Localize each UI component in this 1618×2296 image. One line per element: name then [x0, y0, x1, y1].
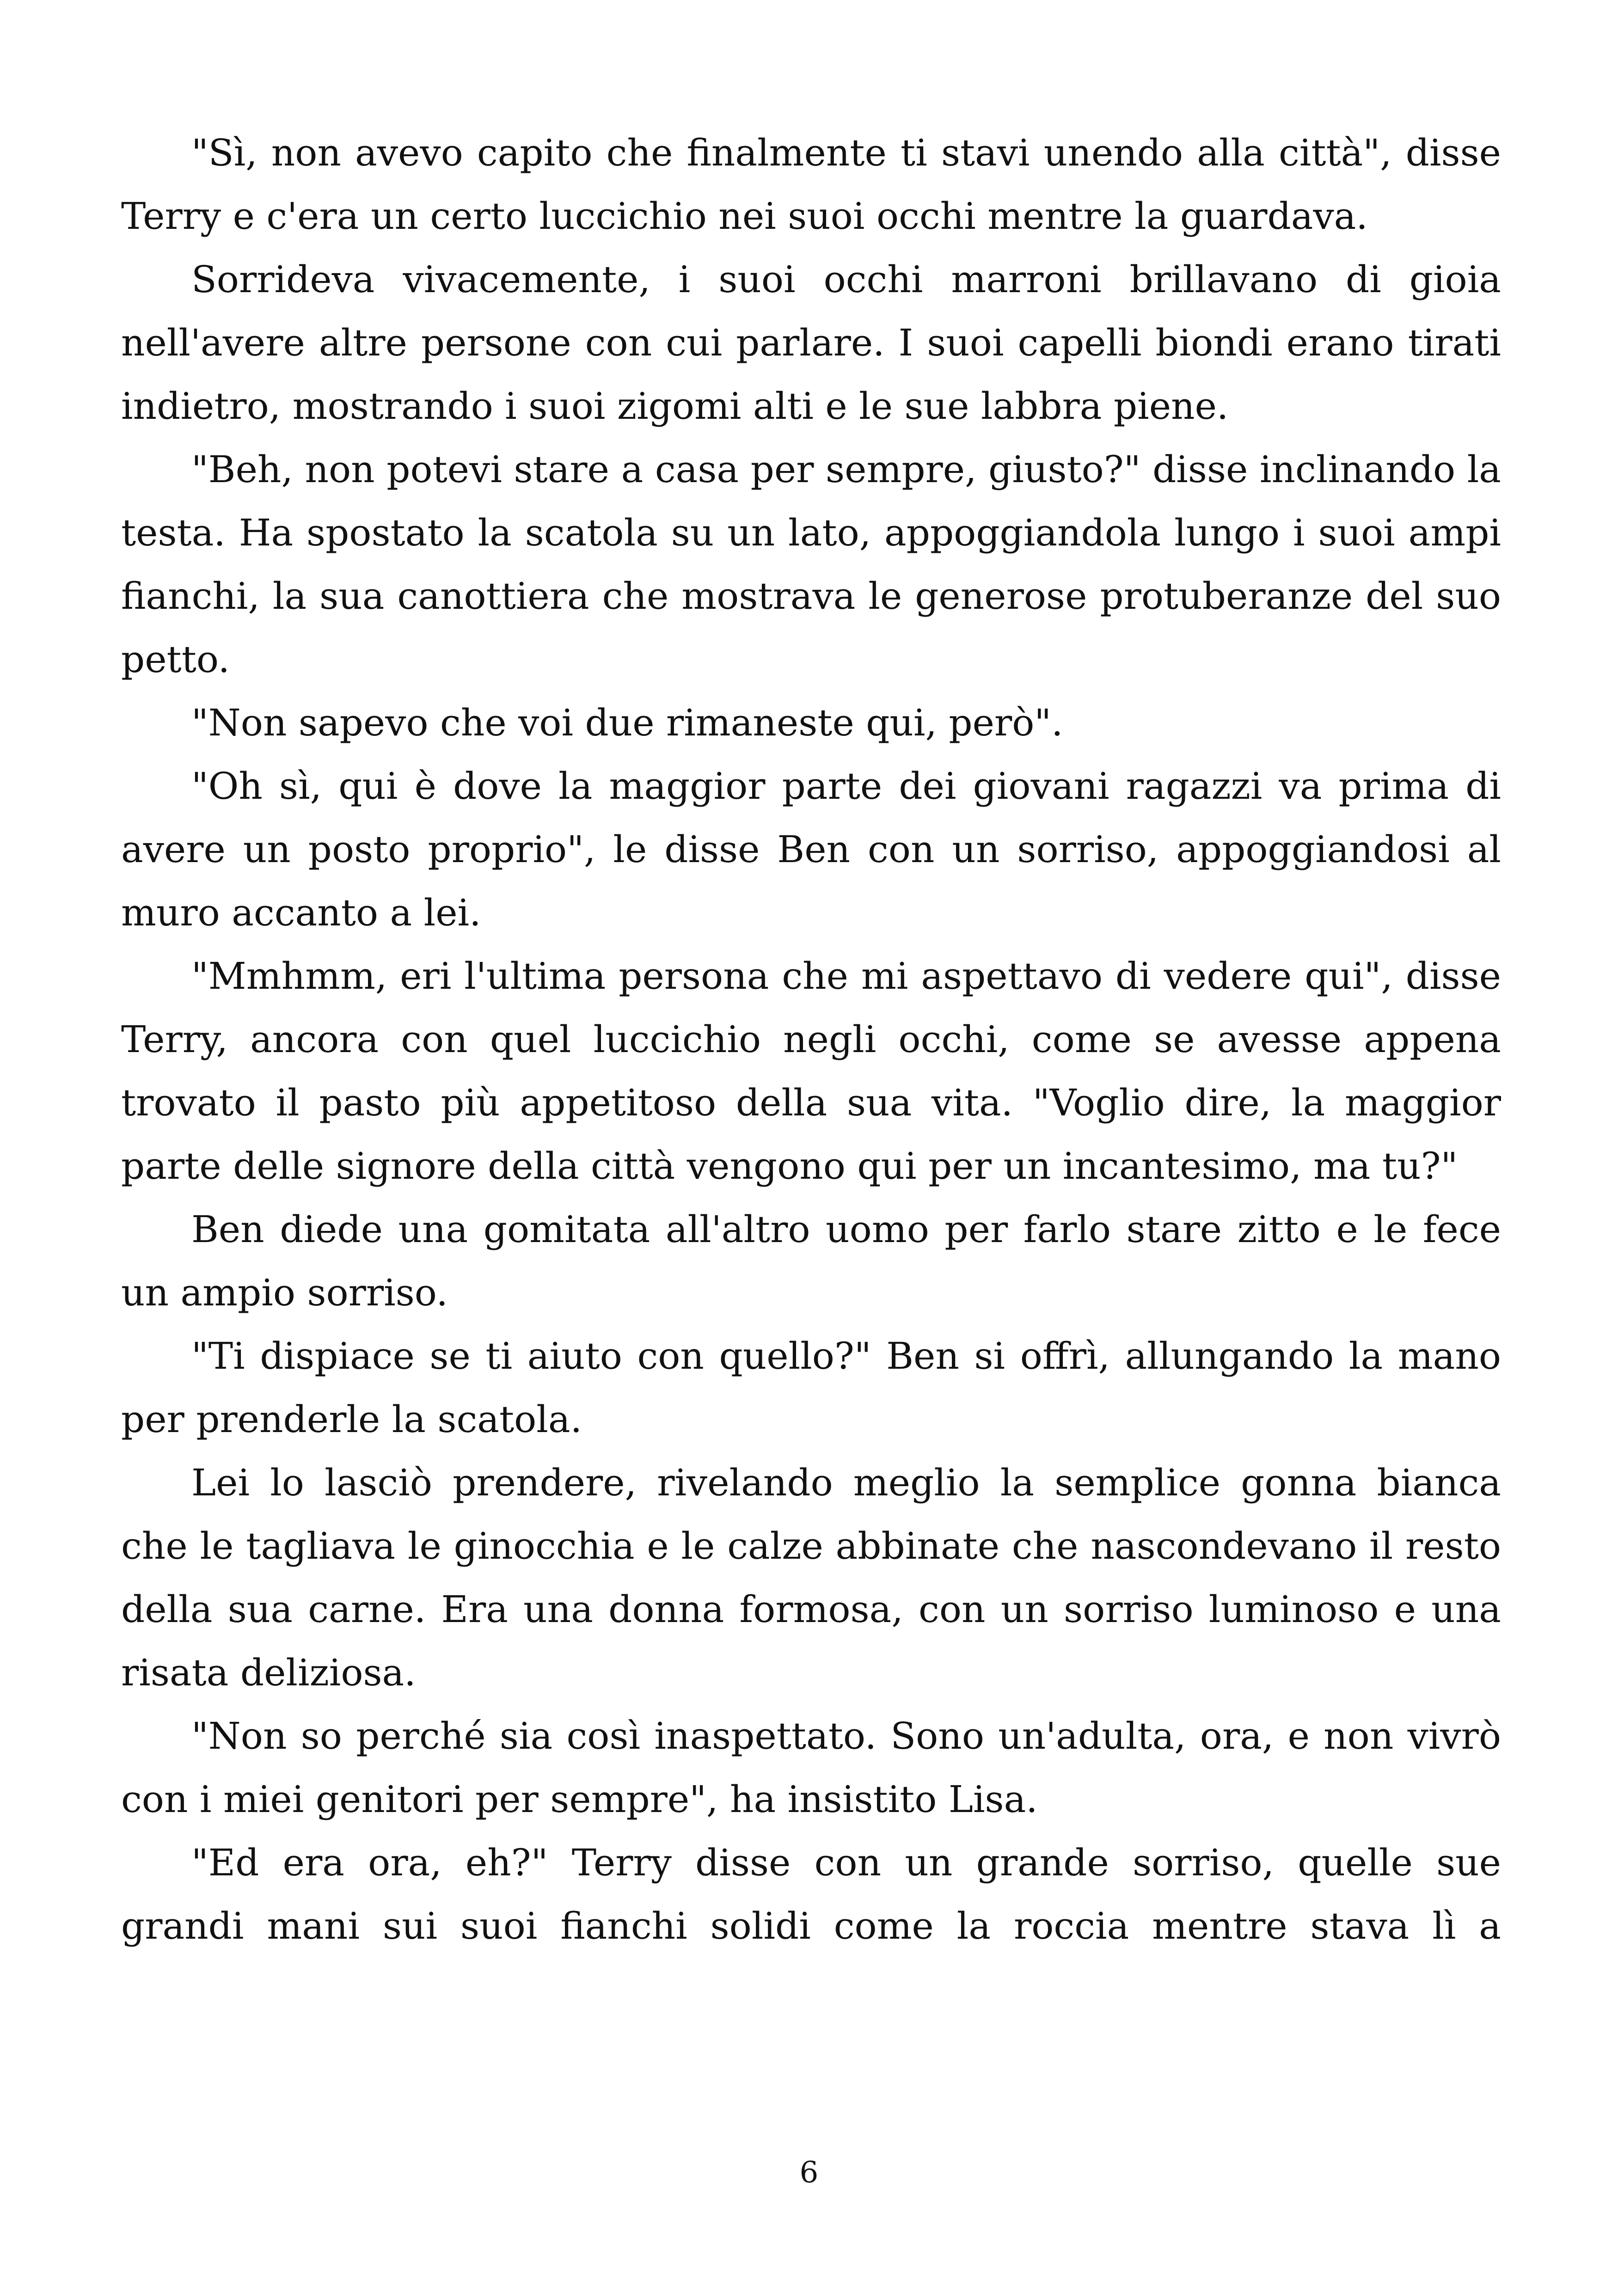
paragraph: "Oh sì, qui è dove la maggior parte dei giovani ragazzi va prima di avere un posto proprio", le disse Ben con un sorriso, appoggiandosi al muro accanto a lei.	[121, 765, 1501, 934]
paragraph: "Ti dispiace se ti aiuto con quello?" Ben si offrì, allungando la mano per prenderle la scatola.	[121, 1335, 1501, 1441]
paragraph: Sorrideva vivacemente, i suoi occhi marroni brillavano di gioia nell'avere altre persone con cui parlare. I suoi capelli biondi erano tirati indietro, mostrando i suoi zigomi alti e le sue labbra piene.	[121, 258, 1501, 428]
paragraph: Lei lo lasciò prendere, rivelando meglio la semplice gonna bianca che le tagliava le ginocchia e le calze abbinate che nascondevano il resto della sua carne. Era una donna formosa, con un sorriso luminoso e una risata deliziosa.	[121, 1461, 1501, 1694]
paragraph: "Non so perché sia così inaspettato. Sono un'adulta, ora, e non vivrò con i miei genitori per sempre", ha insistito Lisa.	[121, 1714, 1501, 1821]
paragraph: "Mmhmm, eri l'ultima persona che mi aspettavo di vedere qui", disse Terry, ancora con quel luccichio negli occhi, come se avesse appena trovato il pasto più appetitoso della sua vita. "Voglio dire, la maggior parte delle signore della città vengono qui per un incantesimo, ma tu?"	[121, 955, 1501, 1188]
page-number: 6	[799, 2155, 819, 2190]
paragraph: Ben diede una gomitata all'altro uomo per farlo stare zitto e le fece un ampio sorriso.	[121, 1208, 1501, 1314]
paragraph: "Beh, non potevi stare a casa per sempre, giusto?" disse inclinando la testa. Ha spostato la scatola su un lato, appoggiandola lungo i suoi ampi fianchi, la sua canottiera che mostrava le generose protuberanze del suo petto.	[121, 448, 1501, 681]
body-text	[121, 121, 1501, 1958]
paragraph-continued: "Ed era ora, eh?" Terry disse con un grande sorriso, quelle sue grandi mani sui suoi fianchi solidi come la roccia mentre stava lì a	[121, 1841, 1501, 1947]
paragraph: "Sì, non avevo capito che finalmente ti stavi unendo alla città", disse Terry e c'era un certo luccichio nei suoi occhi mentre la guardava.	[121, 131, 1501, 238]
paragraph: "Non sapevo che voi due rimaneste qui, però".	[191, 701, 1063, 744]
